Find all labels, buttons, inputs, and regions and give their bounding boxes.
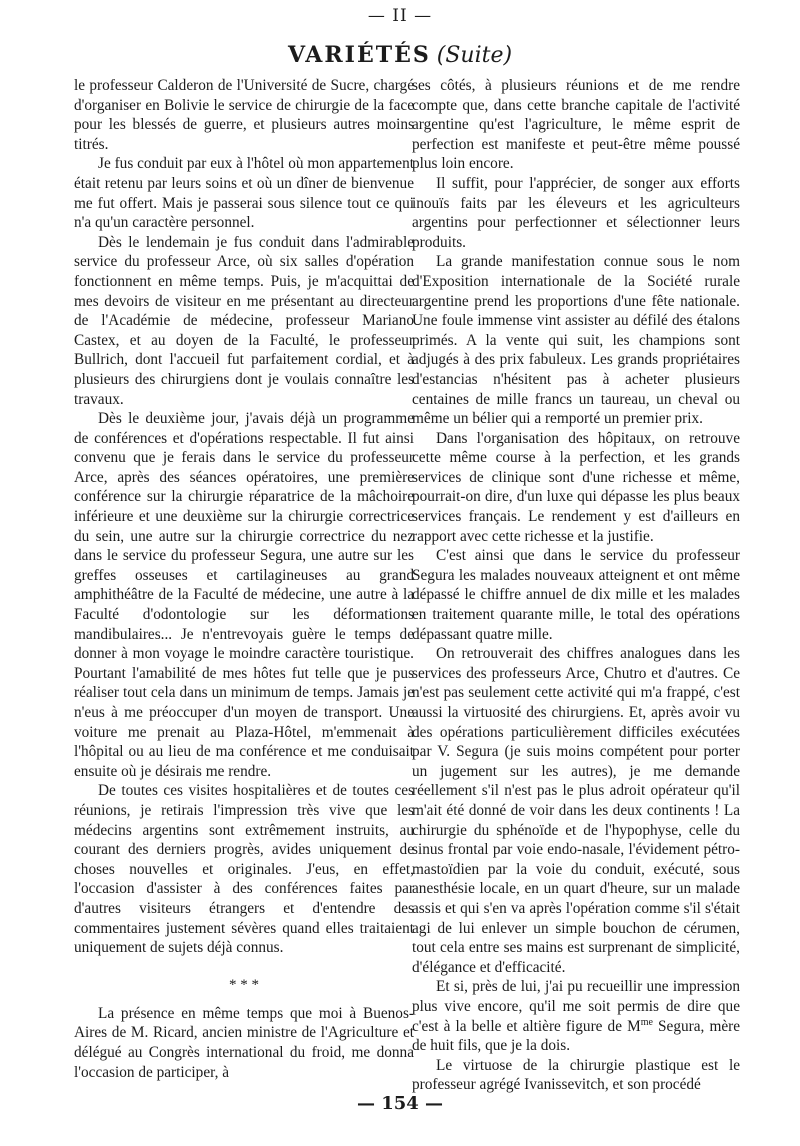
section-subtitle: (Suite) xyxy=(436,43,513,68)
right-column xyxy=(412,76,740,1095)
paragraph: On retrouverait des chiffres analogues dans les services des professeurs Arce, Chutro et d'autres. Ce n'est pas seulement cette activité qui m'a frappé, c'est aussi la virtuosité des chirurgiens. Et, après avoir vu des opérations particulièrement difficiles exécutées par V. Segura (je suis moins compétent pour porter un jugement sur les autres), je me demande réellement s'il n'est pas le plus adroit opérateur qu'il m'ait été donné de voir dans les deux continents ! La chirurgie du sphénoïde et de l'hypophyse, celle du sinus frontal par voie endo-nasale, l'évidement pétro-mastoïdien par la voie du conduit, exécuté, sous anesthésie locale, en un quart d'heure, sur un malade assis et qui s'en va après l'opération comme s'il s'était agi de lui enlever un simple bouchon de cérumen, tout cela entre ses mains est surprenant de simplicité, d'élégance et d'efficacité. xyxy=(412,645,740,976)
paragraph: Dès le deuxième jour, j'avais déjà un programme de conférences et d'opérations respectable. Il fut ainsi convenu que je ferais dans le service du professeur Arce, après des séances opératoires, une première conférence sur la chirurgie réparatrice de la mâchoire inférieure et une deuxième sur la chirurgie correctrice du sein, une autre sur la chirurgie correctrice du nez dans le service du professeur Segura, une autre sur les greffes osseuses et cartilagineuses au grand amphithéâtre de la Faculté de médecine, une autre à la Faculté d'odontologie sur les déformations mandibulaires... Je n'entrevoyais guère le temps de donner à mon voyage le moindre caractère touristique. Pourtant l'amabilité de mes hôtes fut telle que je pus réaliser tout cela dans un minimum de temps. Jamais je n'eus à me préoccuper d'un moyen de transport. Une voiture me prenait au Plaza-Hôtel, m'emmenait à l'hôpital ou au lieu de ma conférence et me conduisait ensuite où je désirais me rendre. xyxy=(74,410,414,780)
paragraph: La présence en même temps que moi à Buenos-Aires de M. Ricard, ancien ministre de l'Agriculture et délégué au Congrès international du froid, me donna l'occasion de participer, à xyxy=(74,1004,414,1081)
paragraph-text: Et si, près de lui, j'ai pu recueillir une impression plus vive encore, qu'il me soit permis de dire que c'est à la belle et altière figure de xyxy=(412,978,740,1035)
paragraph: Dès le lendemain je fus conduit dans l'admirable service du professeur Arce, où six salles d'opération fonctionnent en même temps. Puis, je m'acquittai de mes devoirs de visiteur en me présentant au directeur de l'Académie de médecine, professeur Mariano Castex, et au doyen de la Faculté, le professeur Bullrich, dont l'accueil fut parfaitement cordial, et à plusieurs des chirurgiens dont je voulais connaître les travaux. xyxy=(74,233,414,408)
section-title: VARIÉTÉS xyxy=(287,42,431,68)
section-separator: * * * xyxy=(229,976,259,993)
paragraph: Le virtuose de la chirurgie plastique est le professeur agrégé Ivanissevitch, et son procédé xyxy=(412,1056,740,1094)
paragraph: Il suffit, pour l'apprécier, de songer aux efforts inouïs faits par les éleveurs et les agriculteurs argentins pour perfectionner et sélectionner leurs produits. xyxy=(412,174,740,251)
left-column xyxy=(74,76,414,1082)
paragraph: La grande manifestation connue sous le nom d'Exposition internationale de la Société rurale argentine prend les proportions d'une fête nationale. Une foule immense vint assister au défilé des étalons primés. A la vente qui suit, les champions sont adjugés à des prix fabuleux. Les grands propriétaires d'estancias n'hésitent pas à acheter plusieurs centaines de mille francs un taureau, un cheval ou même un bélier qui a remporté un premier prix. xyxy=(412,253,740,428)
paragraph: Dans l'organisation des hôpitaux, on retrouve cette même course à la perfection, et les grands services de clinique sont d'une richesse et même, pourrait-on dire, d'un luxe qui dépasse les plus beaux services français. Le rendement y est d'ailleurs en rapport avec cette richesse et la justifie. xyxy=(412,429,740,545)
section-heading xyxy=(0,42,800,68)
paragraph xyxy=(412,977,740,1055)
paragraph: C'est ainsi que dans le service du professeur Segura les malades nouveaux atteignent et ont même dépassé le chiffre annuel de dix mille et les malades en traitement quarante mille, le total des opérations dépassant quatre mille. xyxy=(412,547,740,643)
page-number: — 154 — xyxy=(356,1093,444,1114)
honorific: $M^{me}$ xyxy=(627,1016,653,1035)
paragraph: le professeur Calderon de l'Université de Sucre, chargé d'organiser en Bolivie le service de chirurgie de la face pour les blessés de guerre, et plusieurs autres moins titrés. xyxy=(74,77,414,153)
paragraph-text: Segura, mère de huit fils, que je la dois. xyxy=(412,1017,741,1055)
paragraph: Je fus conduit par eux à l'hôtel où mon appartement était retenu par leurs soins et où un dîner de bienvenue me fut offert. Mais je passerai sous silence tout ce qui n'a qu'un caractère personnel. xyxy=(74,155,414,232)
paragraph: De toutes ces visites hospitalières et de toutes ces réunions, je retirais l'impression très vive que les médecins argentins sont extrêmement instruits, au courant des derniers progrès, avides uniquement de choses nouvelles et originales. J'eus, en effet, l'occasion d'assister à des conférences faites par d'autres visiteurs étrangers et d'entendre des commentaires justement sévères quand elles traitaient uniquement de sujets déjà connus. xyxy=(74,782,414,957)
page-marker: — II — xyxy=(367,6,433,26)
paragraph: ses côtés, à plusieurs réunions et de me rendre compte que, dans cette branche capitale de l'activité argentine qu'est l'agriculture, le même esprit de perfection est manifeste et peut-être même poussé plus loin encore. xyxy=(412,77,740,173)
